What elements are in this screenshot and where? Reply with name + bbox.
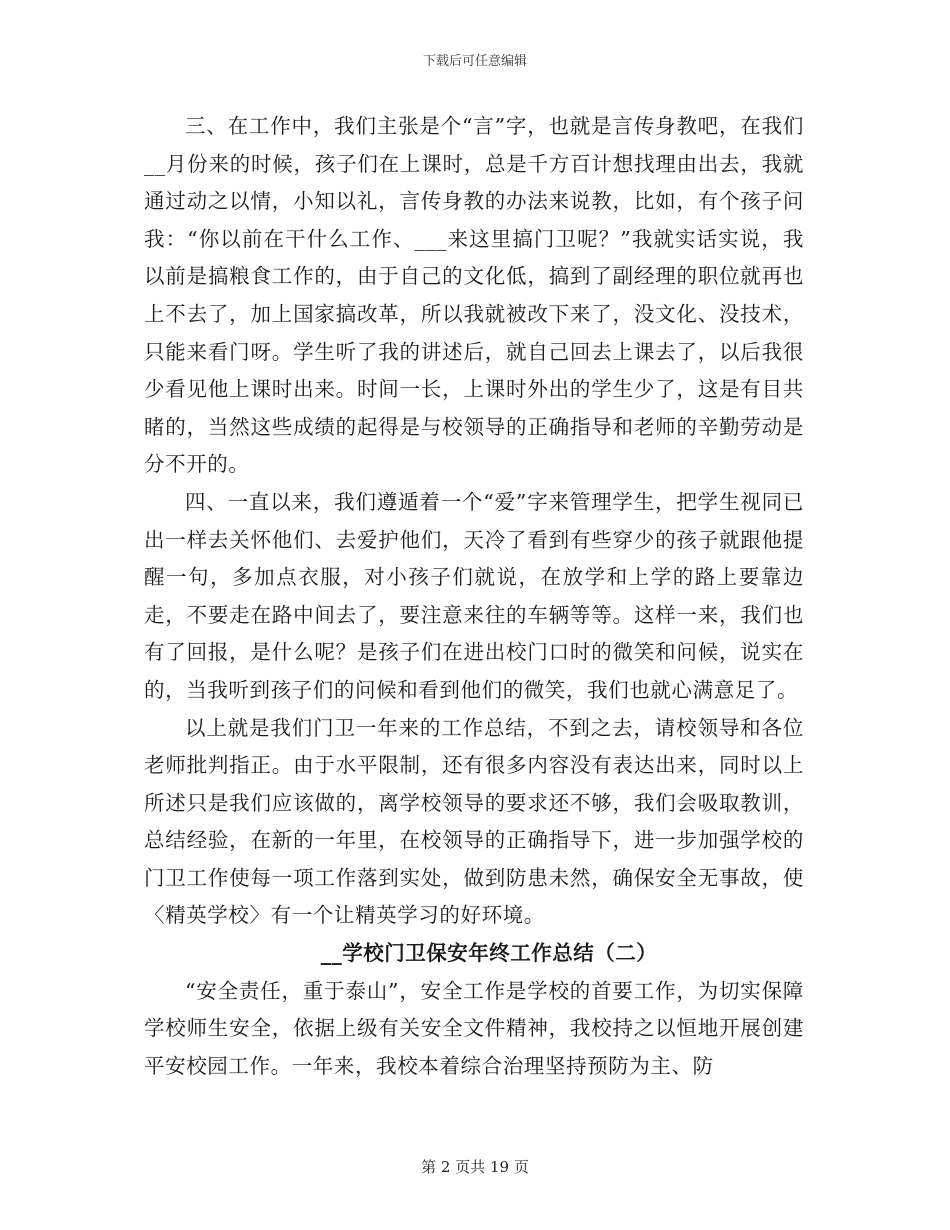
section-paragraph: “安全责任，重于泰山”，安全工作是学校的首要工作，为切实保障学校师生安全，依据上级有关安全文件精神，我校持之以恒地开展创建平安校园工作。一年来，我校本着综合治理坚持预防为主、防 [144, 978, 804, 1078]
paragraph-conclusion: 以上就是我们门卫一年来的工作总结，不到之去，请校领导和各位老师批判指正。由于水平限制，还有很多内容没有表达出来，同时以上所述只是我们应该做的，离学校领导的要求还不够，我们会吸取教训，总结经验，在新的一年里，在校领导的正确指导下，进一步加强学校的门卫工作使每一项工作落到实处，做到防患未然，确保安全无事故，使〈精英学校〉有一个让精英学习的好环境。 [144, 715, 804, 928]
paragraph-four: 四、一直以来，我们遵遁着一个“爱”字来管理学生，把学生视同已出一样去关怀他们、去爱护他们，天冷了看到有些穿少的孩子就跟他提醒一句，多加点衣服，对小孩子们就说，在放学和上学的路上要靠边走，不要走在路中间去了，要注意来往的车辆等等。这样一来，我们也有了回报，是什么呢？是孩子们在进出校门口时的微笑和问候，说实在的，当我听到孩子们的问候和看到他们的微笑，我们也就心满意足了。 [144, 489, 804, 702]
section-heading: __学校门卫保安年终工作总结（二） [320, 941, 658, 966]
document-body [144, 108, 804, 1085]
paragraph-three: 三、在工作中，我们主张是个“言”字，也就是言传身教吧，在我们__月份来的时候，孩子们在上课时，总是千方百计想找理由出去，我就通过动之以情，小知以礼，言传身教的办法来说教，比如，有个孩子问我：“你以前在干什么工作、___来这里搞门卫呢？”我就实话实说，我以前是搞粮食工作的，由于自己的文化低，搞到了副经理的职位就再也上不去了，加上国家搞改革，所以我就被改下来了，没文化、没技术，只能来看门呀。学生听了我的讲述后，就自己回去上课去了，以后我很少看见他上课时出来。时间一长，上课时外出的学生少了，这是有目共睹的，当然这些成绩的起得是与校领导的正确指导和老师的辛勤劳动是分不开的。 [144, 114, 804, 477]
page-header: 下载后可任意编辑 [422, 54, 527, 69]
page-footer: 第 2 页共 19 页 [421, 1158, 529, 1176]
